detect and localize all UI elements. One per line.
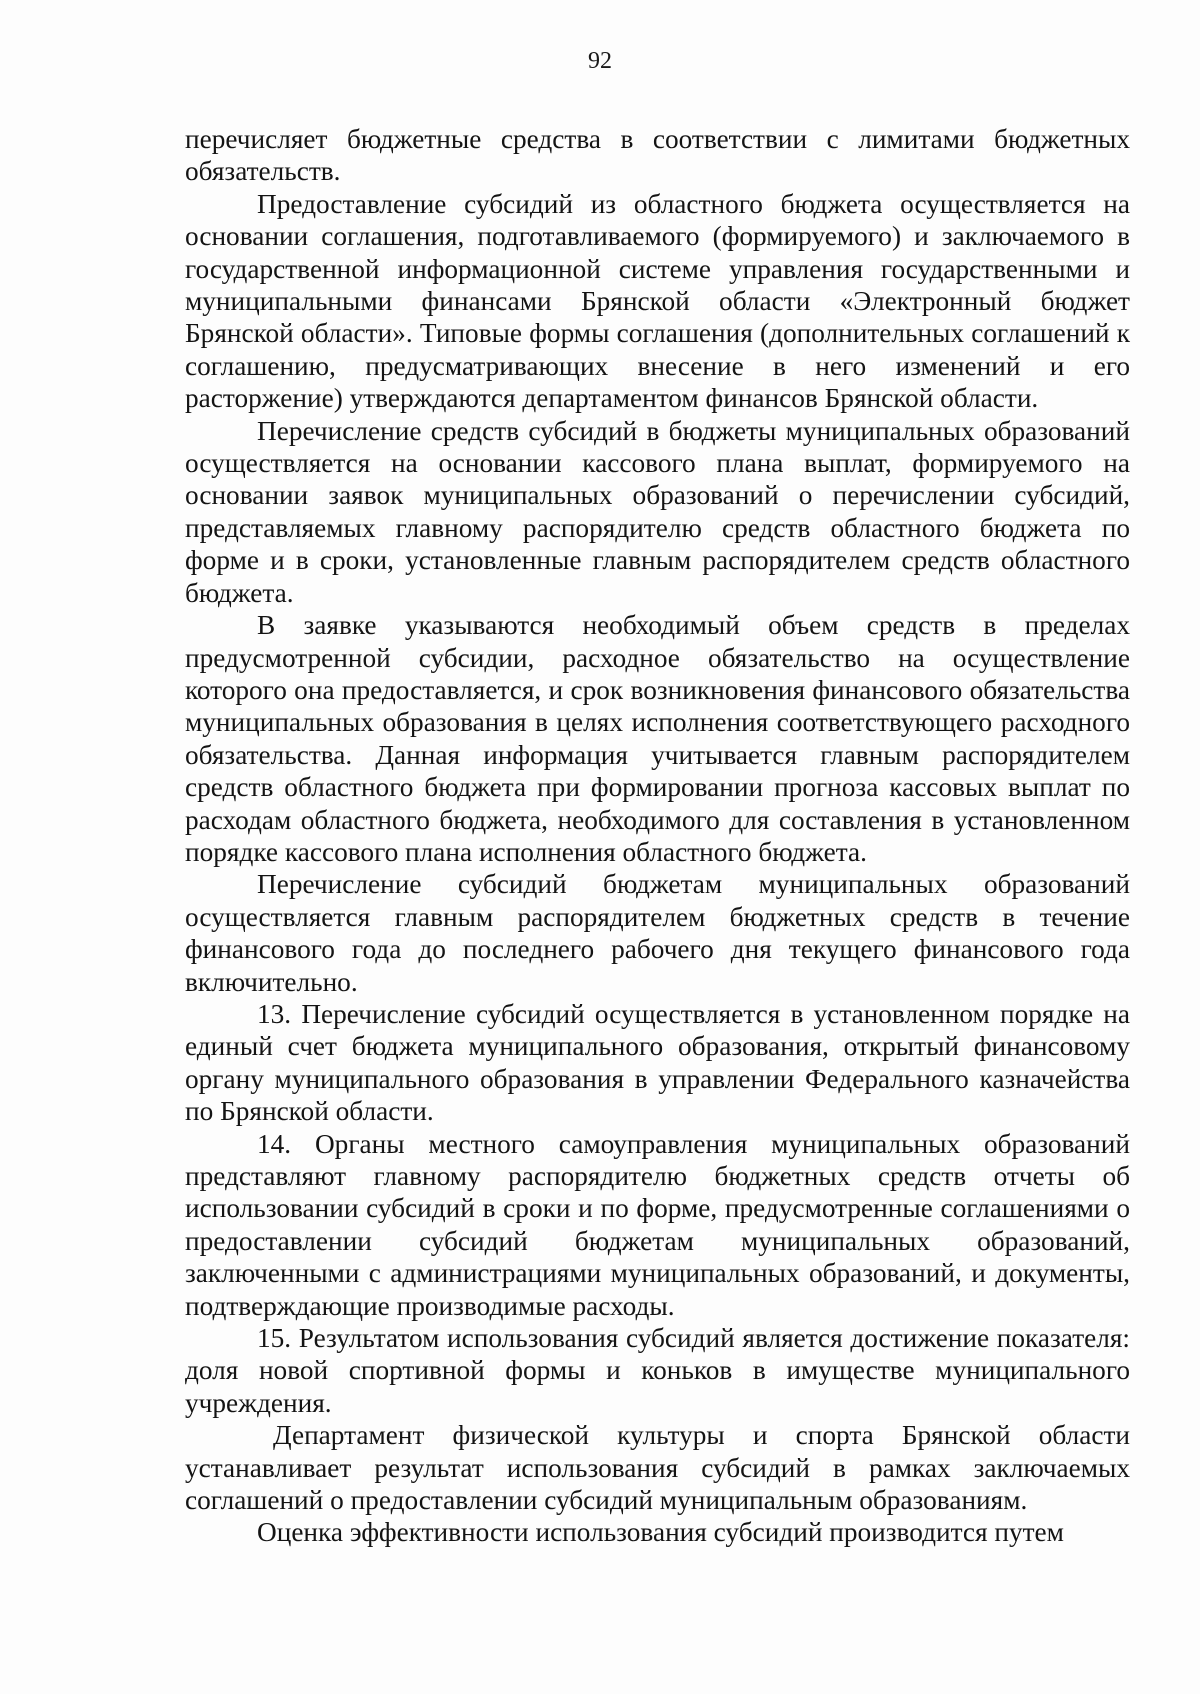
paragraph-item-13: 13. Перечисление субсидий осуществляется в установленном порядке на единый счет бюджета муниципального образования, открытый финансовому органу муниципального образования в управлении Федерального казначейства по Брянской области. bbox=[185, 998, 1130, 1127]
paragraph-transfer-timing: Перечисление субсидий бюджетам муниципальных образований осуществляется главным распорядителем бюджетных средств в течение финансового года до последнего рабочего дня текущего финансового года включительно. bbox=[185, 869, 1130, 997]
document-body bbox=[185, 123, 1130, 1549]
paragraph-application-contents: В заявке указываются необходимый объем средств в пределах предусмотренной субсидии, расходное обязательство на осуществление которого она предоставляется, и срок возникновения финансового обязательства муниципальных образования в целях исполнения соответствующего расходного обязательства. Данная информация учитывается главным распорядителем средств областного бюджета при формировании прогноза кассовых выплат по расходам областного бюджета, необходимого для составления в установленном порядке кассового плана исполнения областного бюджета. bbox=[185, 610, 1130, 867]
paragraph-efficiency-evaluation: Оценка эффективности использования субсидий производится путем bbox=[257, 1517, 1064, 1548]
paragraph-continuation: перечисляет бюджетные средства в соответствии с лимитами бюджетных обязательств. bbox=[185, 124, 1130, 187]
page-number: 92 bbox=[588, 48, 612, 74]
paragraph-item-15: 15. Результатом использования субсидий является достижение показателя: доля новой спортивной формы и коньков в имуществе муниципального учреждения. bbox=[185, 1323, 1130, 1418]
paragraph-subsidy-agreement: Предоставление субсидий из областного бюджета осуществляется на основании соглашения, подготавливаемого (формируемого) и заключаемого в государственной информационной системе управления государственными и муниципальными финансами Брянской области «Электронный бюджет Брянской области». Типовые формы соглашения (дополнительных соглашений к соглашению, предусматривающих внесение в него изменений и его расторжение) утверждаются департаментом финансов Брянской области. bbox=[185, 188, 1130, 414]
paragraph-transfer-cash-plan: Перечисление средств субсидий в бюджеты муниципальных образований осуществляется на основании кассового плана выплат, формируемого на основании заявок муниципальных образований о перечислении субсидий, представляемых главному распорядителю средств областного бюджета по форме и в сроки, установленные главным распорядителем средств областного бюджета. bbox=[185, 415, 1130, 608]
paragraph-department-result: Департамент физической культуры и спорта Брянской области устанавливает результат использования субсидий в рамках заключаемых соглашений о предоставлении субсидий муниципальным образованиям. bbox=[185, 1420, 1130, 1516]
paragraph-item-14: 14. Органы местного самоуправления муниципальных образований представляют главному распорядителю бюджетных средств отчеты об использовании субсидий в сроки и по форме, предусмотренные соглашениями о предоставлении субсидий бюджетам муниципальных образований, заключенными с администрациями муниципальных образований, и документы, подтверждающие производимые расходы. bbox=[185, 1128, 1130, 1321]
